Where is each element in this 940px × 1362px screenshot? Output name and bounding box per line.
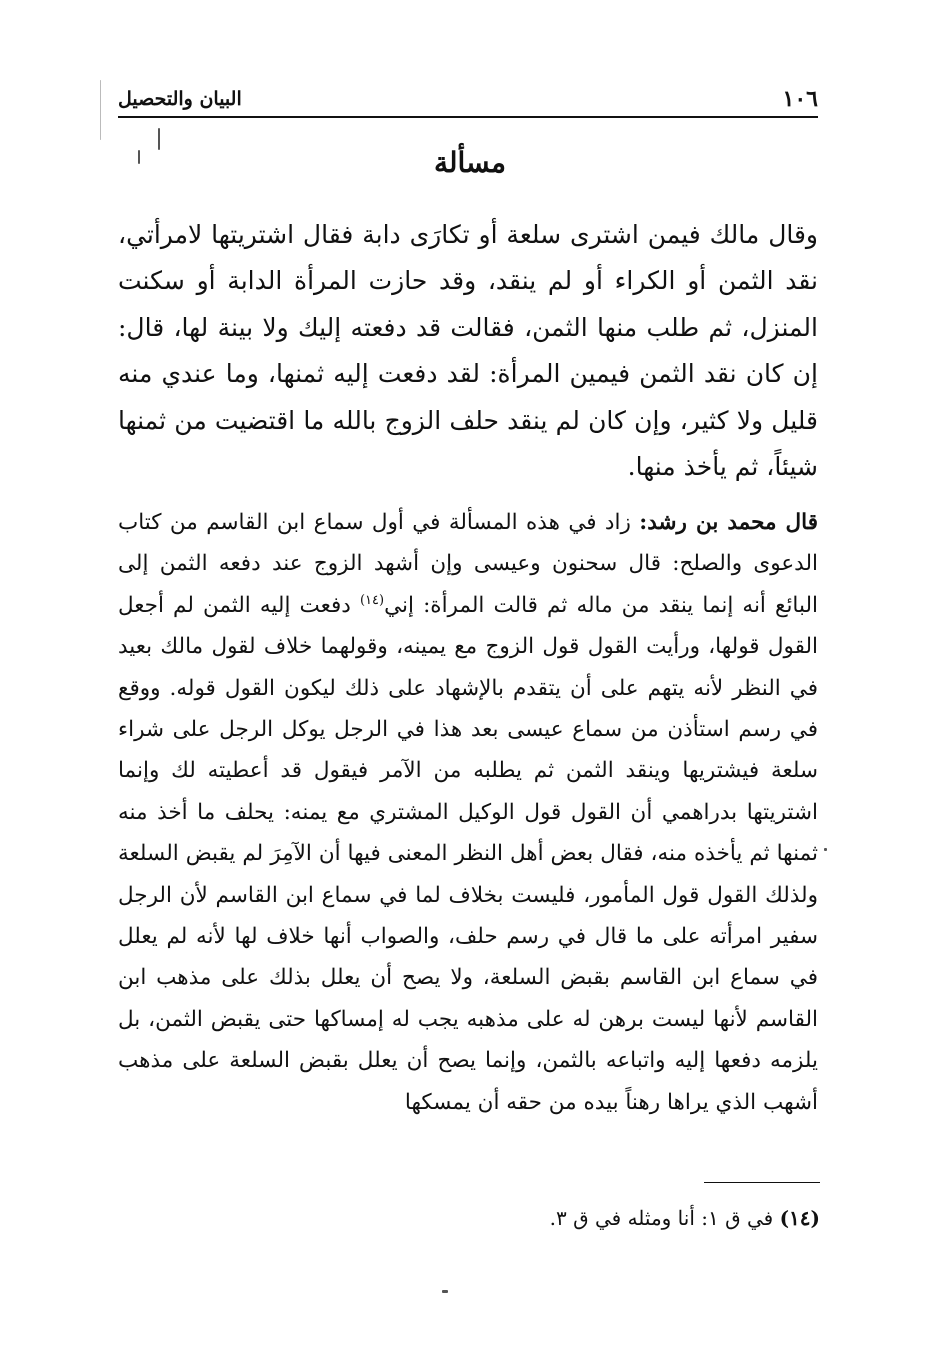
footnote-reference[interactable]: (١٤) — [359, 592, 385, 608]
commentary-paragraph — [118, 502, 818, 1123]
running-header — [118, 84, 818, 118]
section-title: مسألة — [433, 146, 507, 179]
commentary-text-part-1: زاد في هذه المسألة في أول سماع ابن القاسم من كتاب الدعوى والصلح: قال سحنون وعيسى وإن أشهد الزوج عند دفعه الثمن إلى البائع أنه إنما ينقد من ماله ثم قالت المرأة: إني — [118, 510, 818, 618]
commentary-text — [118, 502, 818, 1123]
scan-speck — [100, 80, 101, 140]
footnote-text: في ق ١: أنا ومثله في ق ٣. — [549, 1206, 774, 1230]
footnote-separator — [704, 1182, 820, 1183]
scan-speck — [138, 150, 140, 164]
commentary-text-part-2: دفعت إليه الثمن لم أجعل القول قولها، ورأيت القول قول الزوج مع يمينه، وقولهما خلاف لقول مالك بعيد في النظر لأنه يتهم على أن يتقدم بالإشهاد على ذلك ليكون القول قوله. ووقع في رسم استأذن من سماع عيسى بعد هذا في الرجل يوكل الرجل على شراء سلعة فيشتريها وينقد الثمن ثم يطلبه من الآمر فيقول قد أعطيته لك وإنما اشتريتها بدراهمي أن القول قول الوكيل المشتري مع يمنه: يحلف ما أخذ منه ثمنها ثم يأخذه منه، فقال بعض أهل النظر المعنى فيها أن الآمِرَ لم يقبض السلعة ولذلك القول قول المأمور، فليست بخلاف لما في سماع ابن القاسم لأن الرجل سفير امرأته على ما قال في رسم حلف، والصواب أنها خلاف لها لأنه لم يعلل في سماع ابن القاسم بقبض السلعة، ولا يصح أن يعلل بذلك على مذهب ابن القاسم لأنها ليست برهن له على مذهبه يجب له إمساكها حتى يقبض الثمن، بل يلزمه دفعها إليه واتباعه بالثمن، وإنما يصح أن يعلل بقبض السلعة على مذهب أشهب الذي يراها رهناً بيده من حقه أن يمسكها — [118, 592, 818, 1115]
scan-speck — [442, 1290, 448, 1293]
question-paragraph — [118, 212, 818, 490]
scan-speck — [824, 848, 827, 851]
commentary-speaker: قال محمد بن رشد: — [639, 510, 819, 535]
footnote — [118, 1203, 820, 1233]
book-title: البيان والتحصيل — [118, 88, 242, 110]
page-number: ١٠٦ — [782, 86, 818, 112]
question-text: وقال مالك فيمن اشترى سلعة أو تكارَى دابة فقال اشتريتها لامرأتي، نقد الثمن أو الكراء أو لم ينقد، وقد حازت المرأة الدابة أو سكنت المنزل، ثم طلب منها الثمن، فقالت قد دفعته إليك ولا بينة لها، قال: إن كان نقد الثمن فيمين المرأة: لقد دفعت إليه ثمنها، وما عندي منه قليل ولا كثير، وإن كان لم ينقد حلف الزوج بالله ما اقتضيت من ثمنها شيئاً، ثم يأخذ منها. — [118, 220, 818, 482]
footnote-number: (١٤) — [779, 1206, 820, 1230]
scan-speck — [158, 128, 160, 150]
